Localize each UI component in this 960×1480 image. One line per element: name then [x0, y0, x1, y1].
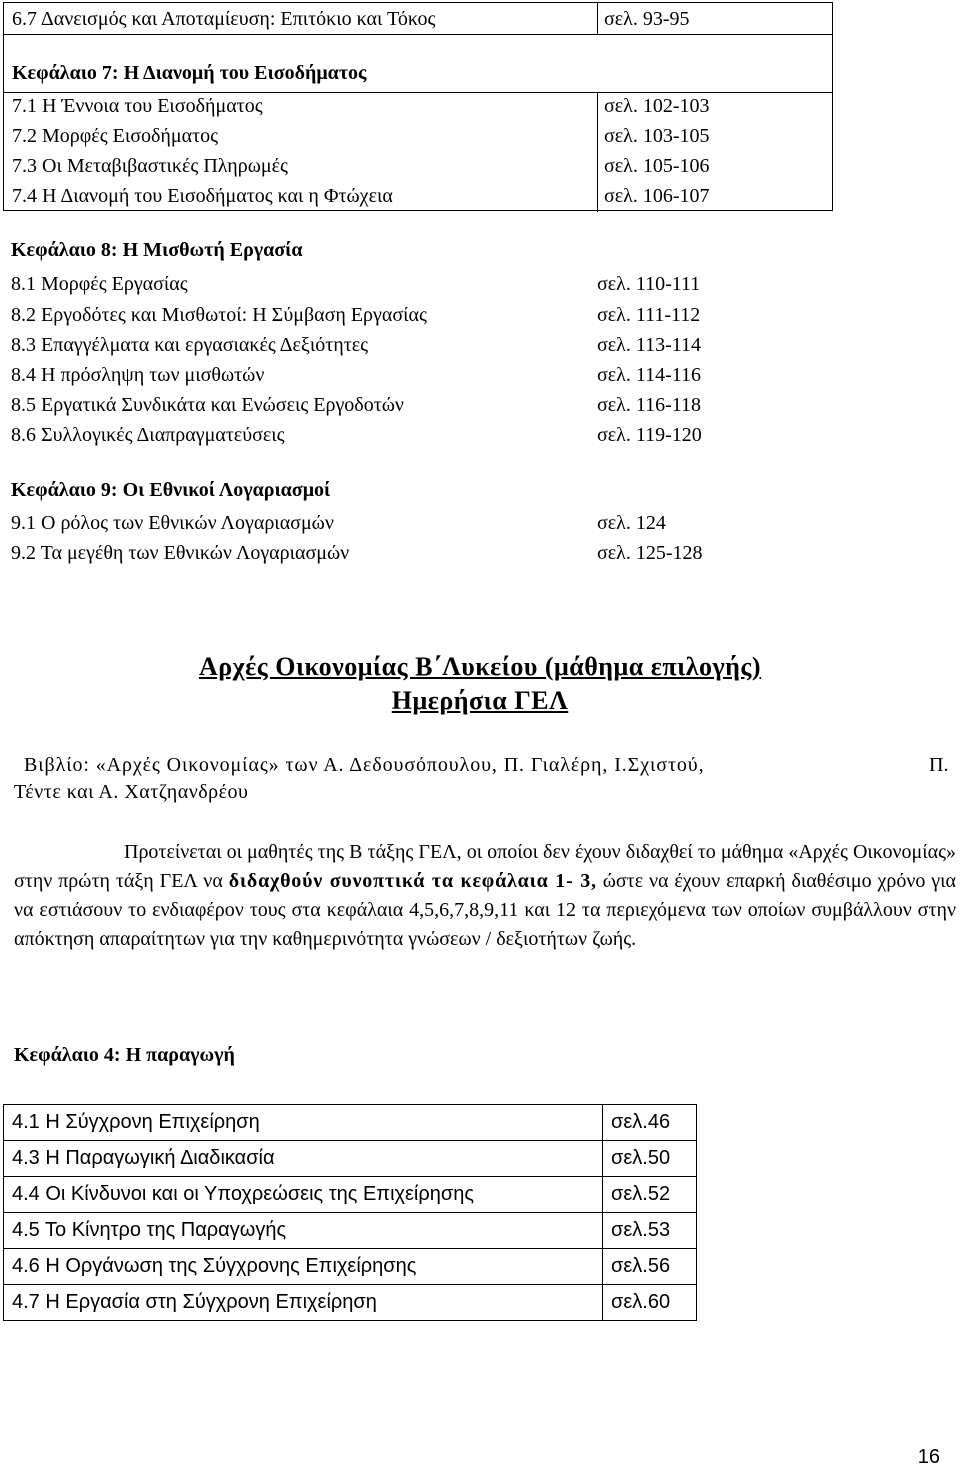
- toc-row-pages: σελ. 125-128: [597, 542, 703, 564]
- chapter-9-heading: Κεφάλαιο 9: Οι Εθνικοί Λογαριασμοί: [11, 479, 331, 501]
- toc-row-pages: σελ. 116-118: [597, 394, 702, 416]
- toc-row-pages: σελ. 111-112: [597, 304, 701, 326]
- toc-row-pages: σελ. 102-103: [604, 95, 710, 117]
- toc-cell-pages: σελ.46: [603, 1105, 697, 1141]
- table-row: [4, 1141, 697, 1177]
- toc-row-title: 7.1 Η Έννοια του Εισοδήματος: [12, 95, 263, 117]
- para-text-c: ώστε να έχουν επαρκή διαθέσιμο χρόνο για να εστιάσουν το ενδιαφέρον τους στα κεφάλαια 4,5,6,7,8,9,11 και 12 τα περιεχόμενα των οποίων συμβάλλουν στην απόκτηση απαραίτητων για την καθημερινότητα γνώσεων / δεξιοτήτων ζωής.: [14, 870, 956, 950]
- toc-row-title: 8.3 Επαγγέλματα και εργασιακές Δεξιότητες: [11, 334, 369, 356]
- toc-row-pages: σελ. 110-111: [597, 273, 701, 295]
- toc-cell-title: 4.5 Το Κίνητρο της Παραγωγής: [4, 1213, 603, 1249]
- toc-row-title: 6.7 Δανεισμός και Αποταμίευση: Επιτόκιο και Τόκος: [12, 8, 436, 30]
- toc-cell-title: 4.6 Η Οργάνωση της Σύγχρονης Επιχείρησης: [4, 1249, 603, 1285]
- table-row: [4, 1105, 697, 1141]
- book-credits-text: Βιβλίο: «Αρχές Οικονομίας» των Α. Δεδουσόπουλου, Π. Γιαλέρη, Ι.Σχιστού,: [24, 754, 705, 776]
- toc-cell-title: 4.4 Οι Κίνδυνοι και οι Υποχρεώσεις της Επιχείρησης: [4, 1177, 603, 1213]
- para-bold: διδαχθούν συνοπτικά τα κεφάλαια 1- 3,: [228, 870, 597, 892]
- book-credits-line2: Τέντε και Α. Χατζηανδρέου: [14, 781, 249, 803]
- toc-cell-pages: σελ.56: [603, 1249, 697, 1285]
- book-credits-line1: [24, 753, 704, 777]
- toc-cell-pages: σελ.50: [603, 1141, 697, 1177]
- toc-row-title: 9.2 Τα μεγέθη των Εθνικών Λογαριασμών: [11, 542, 350, 564]
- toc-cell-pages: σελ.52: [603, 1177, 697, 1213]
- toc-row-title: 7.3 Οι Μεταβιβαστικές Πληρωμές: [12, 155, 288, 177]
- toc-row-pages: σελ. 119-120: [597, 424, 702, 446]
- table-row: [4, 1177, 697, 1213]
- toc-row-title: 8.1 Μορφές Εργασίας: [11, 273, 188, 295]
- toc-table-chapter-7: [3, 2, 833, 211]
- toc-row-title: 8.2 Εργοδότες και Μισθωτοί: Η Σύμβαση Εργασίας: [11, 304, 427, 326]
- toc-row-pages: σελ. 93-95: [604, 8, 690, 30]
- para-text-a: Προτείνεται οι μαθητές της Β τάξης ΓΕΛ, οι οποίοι δεν έχουν διδαχθεί το μάθημα «Αρχές Οικονομίας» στην πρώτη τάξη ΓΕΛ να: [14, 841, 956, 892]
- instructions-paragraph: [14, 838, 956, 954]
- chapter-8-heading: Κεφάλαιο 8: Η Μισθωτή Εργασία: [11, 239, 303, 261]
- table-row: [4, 1213, 697, 1249]
- toc-row-pages: σελ. 113-114: [597, 334, 702, 356]
- toc-row-pages: σελ. 105-106: [604, 155, 710, 177]
- chapter-4-heading: Κεφάλαιο 4: Η παραγωγή: [14, 1044, 235, 1066]
- page-number: 16: [917, 1446, 940, 1468]
- toc-row-title: 7.4 Η Διανομή του Εισοδήματος και η Φτώχεια: [12, 185, 393, 207]
- section-title: Αρχές Οικονομίας Β΄Λυκείου (μάθημα επιλογής): [198, 652, 762, 681]
- toc-row-pages: σελ. 106-107: [604, 185, 710, 207]
- toc-row-pages: σελ. 103-105: [604, 125, 710, 147]
- book-credits-end: Π.: [929, 754, 949, 776]
- section-subtitle: Ημερήσια ΓΕΛ: [391, 686, 569, 715]
- toc-row-title: 8.6 Συλλογικές Διαπραγματεύσεις: [11, 424, 285, 446]
- toc-row-title: 8.4 Η πρόσληψη των μισθωτών: [11, 364, 265, 386]
- toc-row-title: 8.5 Εργατικά Συνδικάτα και Ενώσεις Εργοδοτών: [11, 394, 404, 416]
- toc-cell-title: 4.7 Η Εργασία στη Σύγχρονη Επιχείρηση: [4, 1285, 603, 1321]
- table-row: [4, 1285, 697, 1321]
- toc-cell-pages: σελ.60: [603, 1285, 697, 1321]
- chapter-7-heading: Κεφάλαιο 7: Η Διανομή του Εισοδήματος: [12, 62, 367, 84]
- table-row: [4, 1249, 697, 1285]
- toc-row-title: 9.1 Ο ρόλος των Εθνικών Λογαριασμών: [11, 512, 334, 534]
- toc-row-title: 7.2 Μορφές Εισοδήματος: [12, 125, 219, 147]
- toc-row-pages: σελ. 124: [597, 512, 666, 534]
- toc-table-chapter-4: [3, 1104, 697, 1321]
- toc-row-pages: σελ. 114-116: [597, 364, 702, 386]
- toc-cell-pages: σελ.53: [603, 1213, 697, 1249]
- toc-cell-title: 4.3 Η Παραγωγική Διαδικασία: [4, 1141, 603, 1177]
- toc-cell-title: 4.1 Η Σύγχρονη Επιχείρηση: [4, 1105, 603, 1141]
